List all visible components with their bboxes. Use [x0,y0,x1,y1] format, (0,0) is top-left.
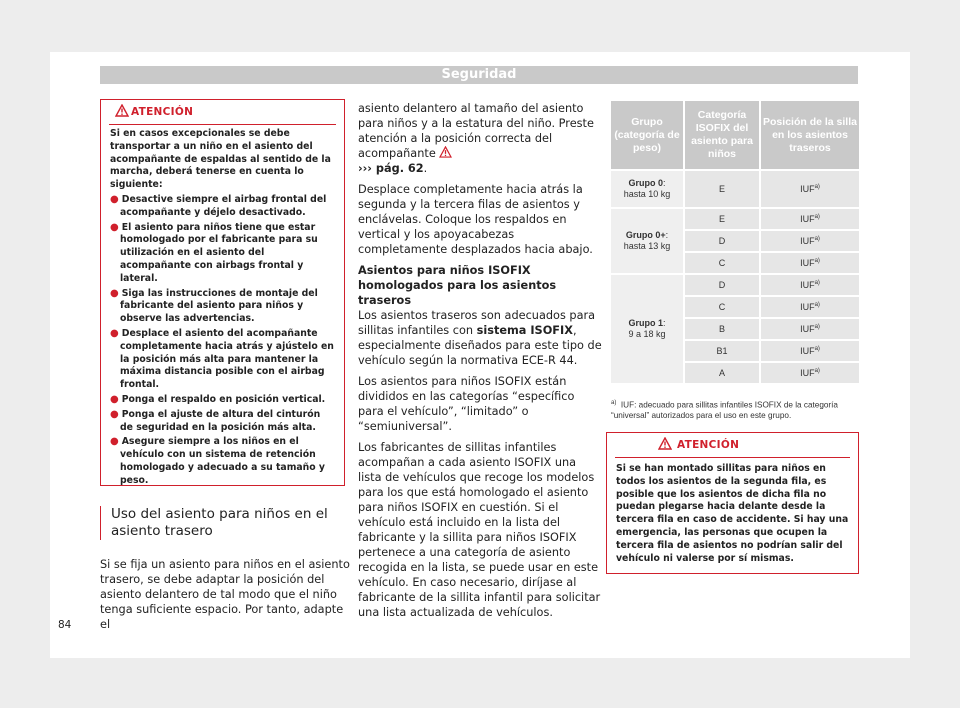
page-number: 84 [58,619,72,631]
table-row [611,169,859,209]
category-cell: D [685,231,761,253]
table-row [611,275,859,297]
table-row [611,209,859,231]
middle-column [358,101,602,626]
warning-item: ● Ponga el respaldo en posición vertical. [110,393,326,405]
category-cell: A [685,363,761,385]
warning-body: Si se han montado sillitas para niños en todos los asientos de la segunda fila, es posible que los asientos de dicha fila no puedan plegarse hacia delante desde la tercera fila en caso de accidente. Si hay una emergencia, las personas que ocupen la tercera fila de asientos no podrían salir del vehículo ni valerse por sí mismas. [616,463,849,564]
body-paragraph: Los asientos traseros son adecuados para sillitas infantiles con sistema ISOFIX, especialmente diseñados para este tipo de vehículo según la normativa ECE-R 44. [358,309,602,367]
column-header: Grupo (categoría de peso) [611,101,685,169]
page-reference-link[interactable]: ››› pág. 62 [358,162,424,175]
column-header: Categoría ISOFIX del asiento para niños [685,101,761,169]
category-cell: E [685,169,761,209]
body-paragraph: Desplace completamente hacia atrás la segunda y la tercera filas de asientos y enclávelas. Coloque los respaldos en vertical y los apoyacabezas completamente desplazados hacia abajo. [358,183,593,256]
table-footnote: $^{a)}$ IUF: adecuado para sillitas infantiles ISOFIX de la categoría “universal” autorizados para el uso en este grupo. [611,400,838,421]
category-cell: D [685,275,761,297]
warning-title: ATENCIÓN [131,106,194,118]
warning-item: ● Ponga el ajuste de altura del cinturón de seguridad en la posición más alta. [110,408,321,433]
body-paragraph: Si se fija un asiento para niños en el asiento trasero, se debe adaptar la posición del asiento delantero de tal modo que el niño tenga suficiente espacio. Por tanto, adapte el [100,558,350,631]
warning-triangle-icon [658,437,672,450]
isofix-table [611,101,859,385]
warning-box [606,432,859,574]
warning-item: ● El asiento para niños tiene que estar homologado por el fabricante para su utilización en el asiento del acompañante con airbags frontal y lateral. [110,221,318,284]
body-paragraph: Los fabricantes de sillitas infantiles acompañan a cada asiento ISOFIX una lista de vehículos que recoge los modelos para los que está homologado el asiento para niños ISOFIX en cuestión. Si el vehículo está incluido en la lista del fabricante y la sillita para niños ISOFIX pertenece a una categoría de asiento recogida en la lista, se puede usar en este vehículo. En caso necesario, diríjase al fabricante de la sillita infantil para solicitar una lista actualizada de vehículos. [358,441,601,619]
position-cell: IUF$^{a)}$ [761,297,859,319]
warning-body [101,125,344,488]
category-cell: C [685,253,761,275]
warning-intro: Si en casos excepcionales se debe transportar a un niño en el asiento del acompañante de espaldas al sentido de la marcha, deberá tenerse en cuenta lo siguiente: [110,128,331,191]
warning-item: ● Desplace el asiento del acompañante completamente hacia atrás y ajústelo en la posición más alta para mantener la máxima distancia posible con el airbag frontal. [110,327,334,391]
position-cell: IUF$^{a)}$ [761,319,859,341]
section-header: Seguridad [100,66,858,84]
category-cell: E [685,209,761,231]
warning-item: ● Asegure siempre a los niños en el vehículo con un sistema de retención homologado y adecuado a su tamaño y peso. [110,436,325,486]
warning-header [101,100,344,124]
position-cell: IUF$^{a)}$ [761,209,859,231]
section-title: Uso del asiento para niños en el asiento trasero [100,506,345,540]
position-cell: IUF$^{a)}$ [761,253,859,275]
position-cell: IUF$^{a)}$ [761,363,859,385]
warning-item: ● Siga las instrucciones de montaje del fabricante del asiento para niños y observe las advertencias. [110,287,318,325]
warning-box [100,99,345,486]
warning-triangle-icon [115,104,129,117]
group-cell: Grupo 0+: hasta 13 kg [611,209,685,275]
position-cell: IUF$^{a)}$ [761,231,859,253]
category-cell: B [685,319,761,341]
subheading: Asientos para niños ISOFIX homologados para los asientos traseros [358,264,557,307]
body-paragraph: Los asientos para niños ISOFIX están divididos en las categorías “específico para el vehículo”, “limitado” o “semiuniversal”. [358,375,575,433]
column-header: Posición de la silla en los asientos traseros [761,101,859,169]
group-cell: Grupo 0: hasta 10 kg [611,169,685,209]
position-cell: IUF$^{a)}$ [761,275,859,297]
body-paragraph: asiento delantero al tamaño del asiento para niños y a la estatura del niño. Preste atención a la posición correcta del acompañante ››› pág. 62. [358,102,594,175]
position-cell: IUF$^{a)}$ [761,341,859,363]
group-cell: Grupo 1: 9 a 18 kg [611,275,685,385]
warning-header [607,433,858,457]
warning-title: ATENCIÓN [677,439,740,451]
category-cell: B1 [685,341,761,363]
warning-triangle-icon [439,146,452,158]
position-cell: IUF$^{a)}$ [761,169,859,209]
warning-item: ● Desactive siempre el airbag frontal del acompañante y déjelo desactivado. [110,193,327,218]
category-cell: C [685,297,761,319]
